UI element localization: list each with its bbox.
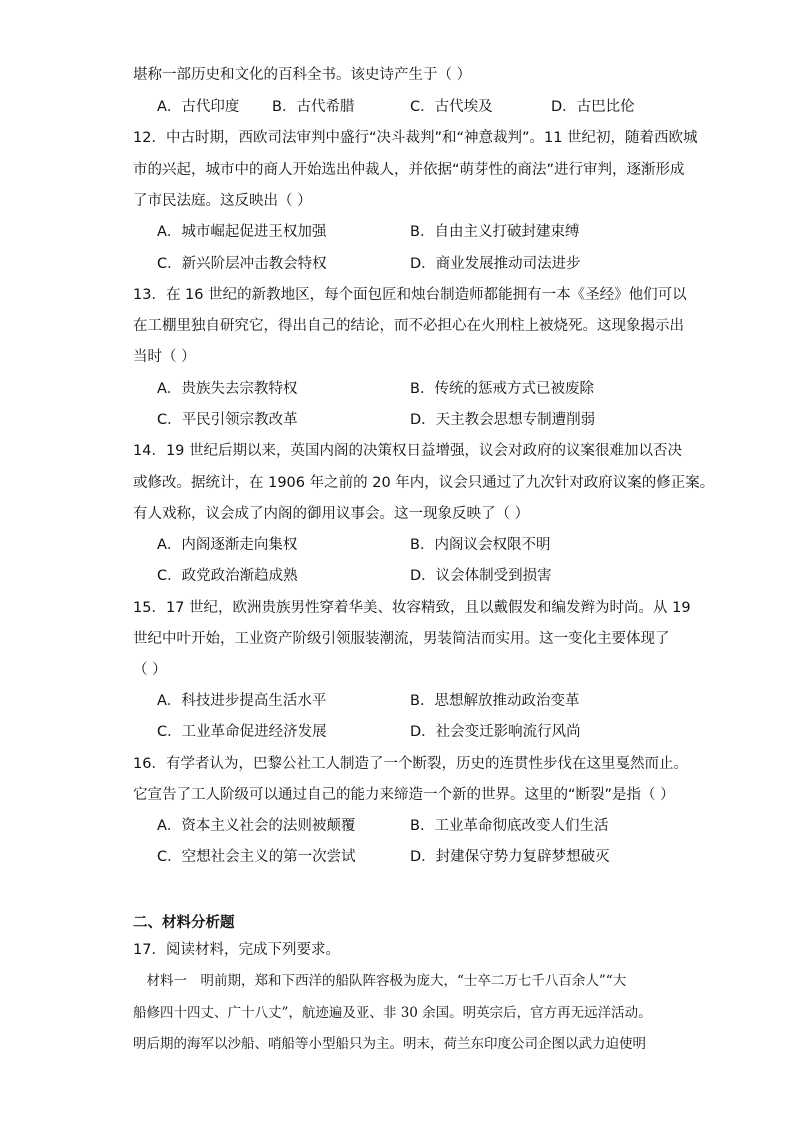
q14-stem-line-3: 有人戏称，议会成了内阁的御用议事会。这一现象反映了（ ）	[133, 506, 530, 522]
q15-stem-line-3: （ ）	[133, 662, 167, 678]
q11-option-a[interactable]: A．古代印度	[157, 99, 240, 115]
q13-stem-line-1: 13．在 16 世纪的新教地区，每个面包匠和烛台制造师都能拥有一本《圣经》他们可以	[133, 287, 687, 303]
q16-option-d[interactable]: D．封建保守势力复辟梦想破灭	[410, 849, 610, 865]
q13-stem-line-2: 在工棚里独自研究它，得出自己的结论，而不必担心在火刑柱上被烧死。这现象揭示出	[133, 318, 684, 334]
q16-option-c[interactable]: C．空想社会主义的第一次尝试	[157, 849, 356, 865]
q12-option-b[interactable]: B．自由主义打破封建束缚	[410, 224, 580, 240]
q13-option-d[interactable]: D．天主教会思想专制遭削弱	[410, 412, 596, 428]
q15-stem-line-2: 世纪中叶开始，工业资产阶级引领服装潮流，男装简洁而实用。这一变化主要体现了	[133, 631, 670, 647]
q17-stem: 17．阅读材料，完成下列要求。	[133, 942, 340, 958]
q14-option-c[interactable]: C．政党政治渐趋成熟	[157, 568, 298, 584]
q14-option-b[interactable]: B．内阁议会权限不明	[410, 537, 551, 553]
q14-option-d[interactable]: D．议会体制受到损害	[410, 568, 552, 584]
section-title: 二、材料分析题	[133, 915, 235, 931]
material-line-1: 材料一 明前期，郑和下西洋的船队阵容极为庞大，“士卒二万七千八百余人”“大	[133, 973, 627, 989]
q11-option-d[interactable]: D．古巴比伦	[551, 99, 635, 115]
q12-stem-line-2: 市的兴起，城市中的商人开始选出仲裁人，并依据“萌芽性的商法”进行审判，逐渐形成	[133, 162, 685, 178]
q13-option-b[interactable]: B．传统的惩戒方式已被废除	[410, 381, 594, 397]
q12-stem-line-1: 12．中古时期，西欧司法审判中盛行“决斗裁判”和“神意裁判”。11 世纪初，随着西欧城	[133, 130, 698, 146]
q11-option-b[interactable]: B．古代希腊	[272, 99, 355, 115]
q12-option-a[interactable]: A．城市崛起促进王权加强	[157, 224, 327, 240]
q12-option-c[interactable]: C．新兴阶层冲击教会特权	[157, 256, 327, 272]
q15-stem-line-1: 15．17 世纪，欧洲贵族男性穿着华美、妆容精致，且以戴假发和编发辫为时尚。从 19	[133, 600, 691, 616]
q15-option-c[interactable]: C．工业革命促进经济发展	[157, 724, 327, 740]
q12-stem-line-3: 了市民法庭。这反映出（ ）	[133, 193, 312, 209]
q16-option-a[interactable]: A．资本主义社会的法则被颠覆	[157, 818, 356, 834]
material-line-2: 船修四十四丈、广十八丈”，航迹遍及亚、非 30 余国。明英宗后，官方再无远洋活动。	[133, 1005, 652, 1021]
q12-option-d[interactable]: D．商业发展推动司法进步	[410, 256, 581, 272]
q13-stem-line-3: 当时（ ）	[133, 349, 196, 365]
q16-stem-line-2: 它宣告了工人阶级可以通过自己的能力来缔造一个新的世界。这里的“断裂”是指（ ）	[133, 787, 675, 803]
q15-option-a[interactable]: A．科技进步提高生活水平	[157, 693, 327, 709]
q15-option-d[interactable]: D．社会变迁影响流行风尚	[410, 724, 581, 740]
q13-option-c[interactable]: C．平民引领宗教改革	[157, 412, 298, 428]
q11-stem-tail: 堪称一部历史和文化的百科全书。该史诗产生于（ ）	[133, 67, 472, 83]
q14-option-a[interactable]: A．内阁逐渐走向集权	[157, 537, 298, 553]
q15-option-b[interactable]: B．思想解放推动政治变革	[410, 693, 580, 709]
q14-stem-line-2: 或修改。据统计，在 1906 年之前的 20 年内，议会只通过了九次针对政府议案的修正案。	[133, 475, 715, 491]
q16-stem-line-1: 16．有学者认为，巴黎公社工人制造了一个断裂，历史的连贯性步伐在这里戛然而止。	[133, 756, 688, 772]
q14-stem-line-1: 14．19 世纪后期以来，英国内阁的决策权日益增强，议会对政府的议案很难加以否决	[133, 443, 683, 459]
q11-option-c[interactable]: C．古代埃及	[410, 99, 493, 115]
q16-option-b[interactable]: B．工业革命彻底改变人们生活	[410, 818, 609, 834]
q13-option-a[interactable]: A．贵族失去宗教特权	[157, 381, 298, 397]
material-line-3: 明后期的海军以沙船、哨船等小型船只为主。明末，荷兰东印度公司企图以武力迫使明	[133, 1036, 646, 1052]
